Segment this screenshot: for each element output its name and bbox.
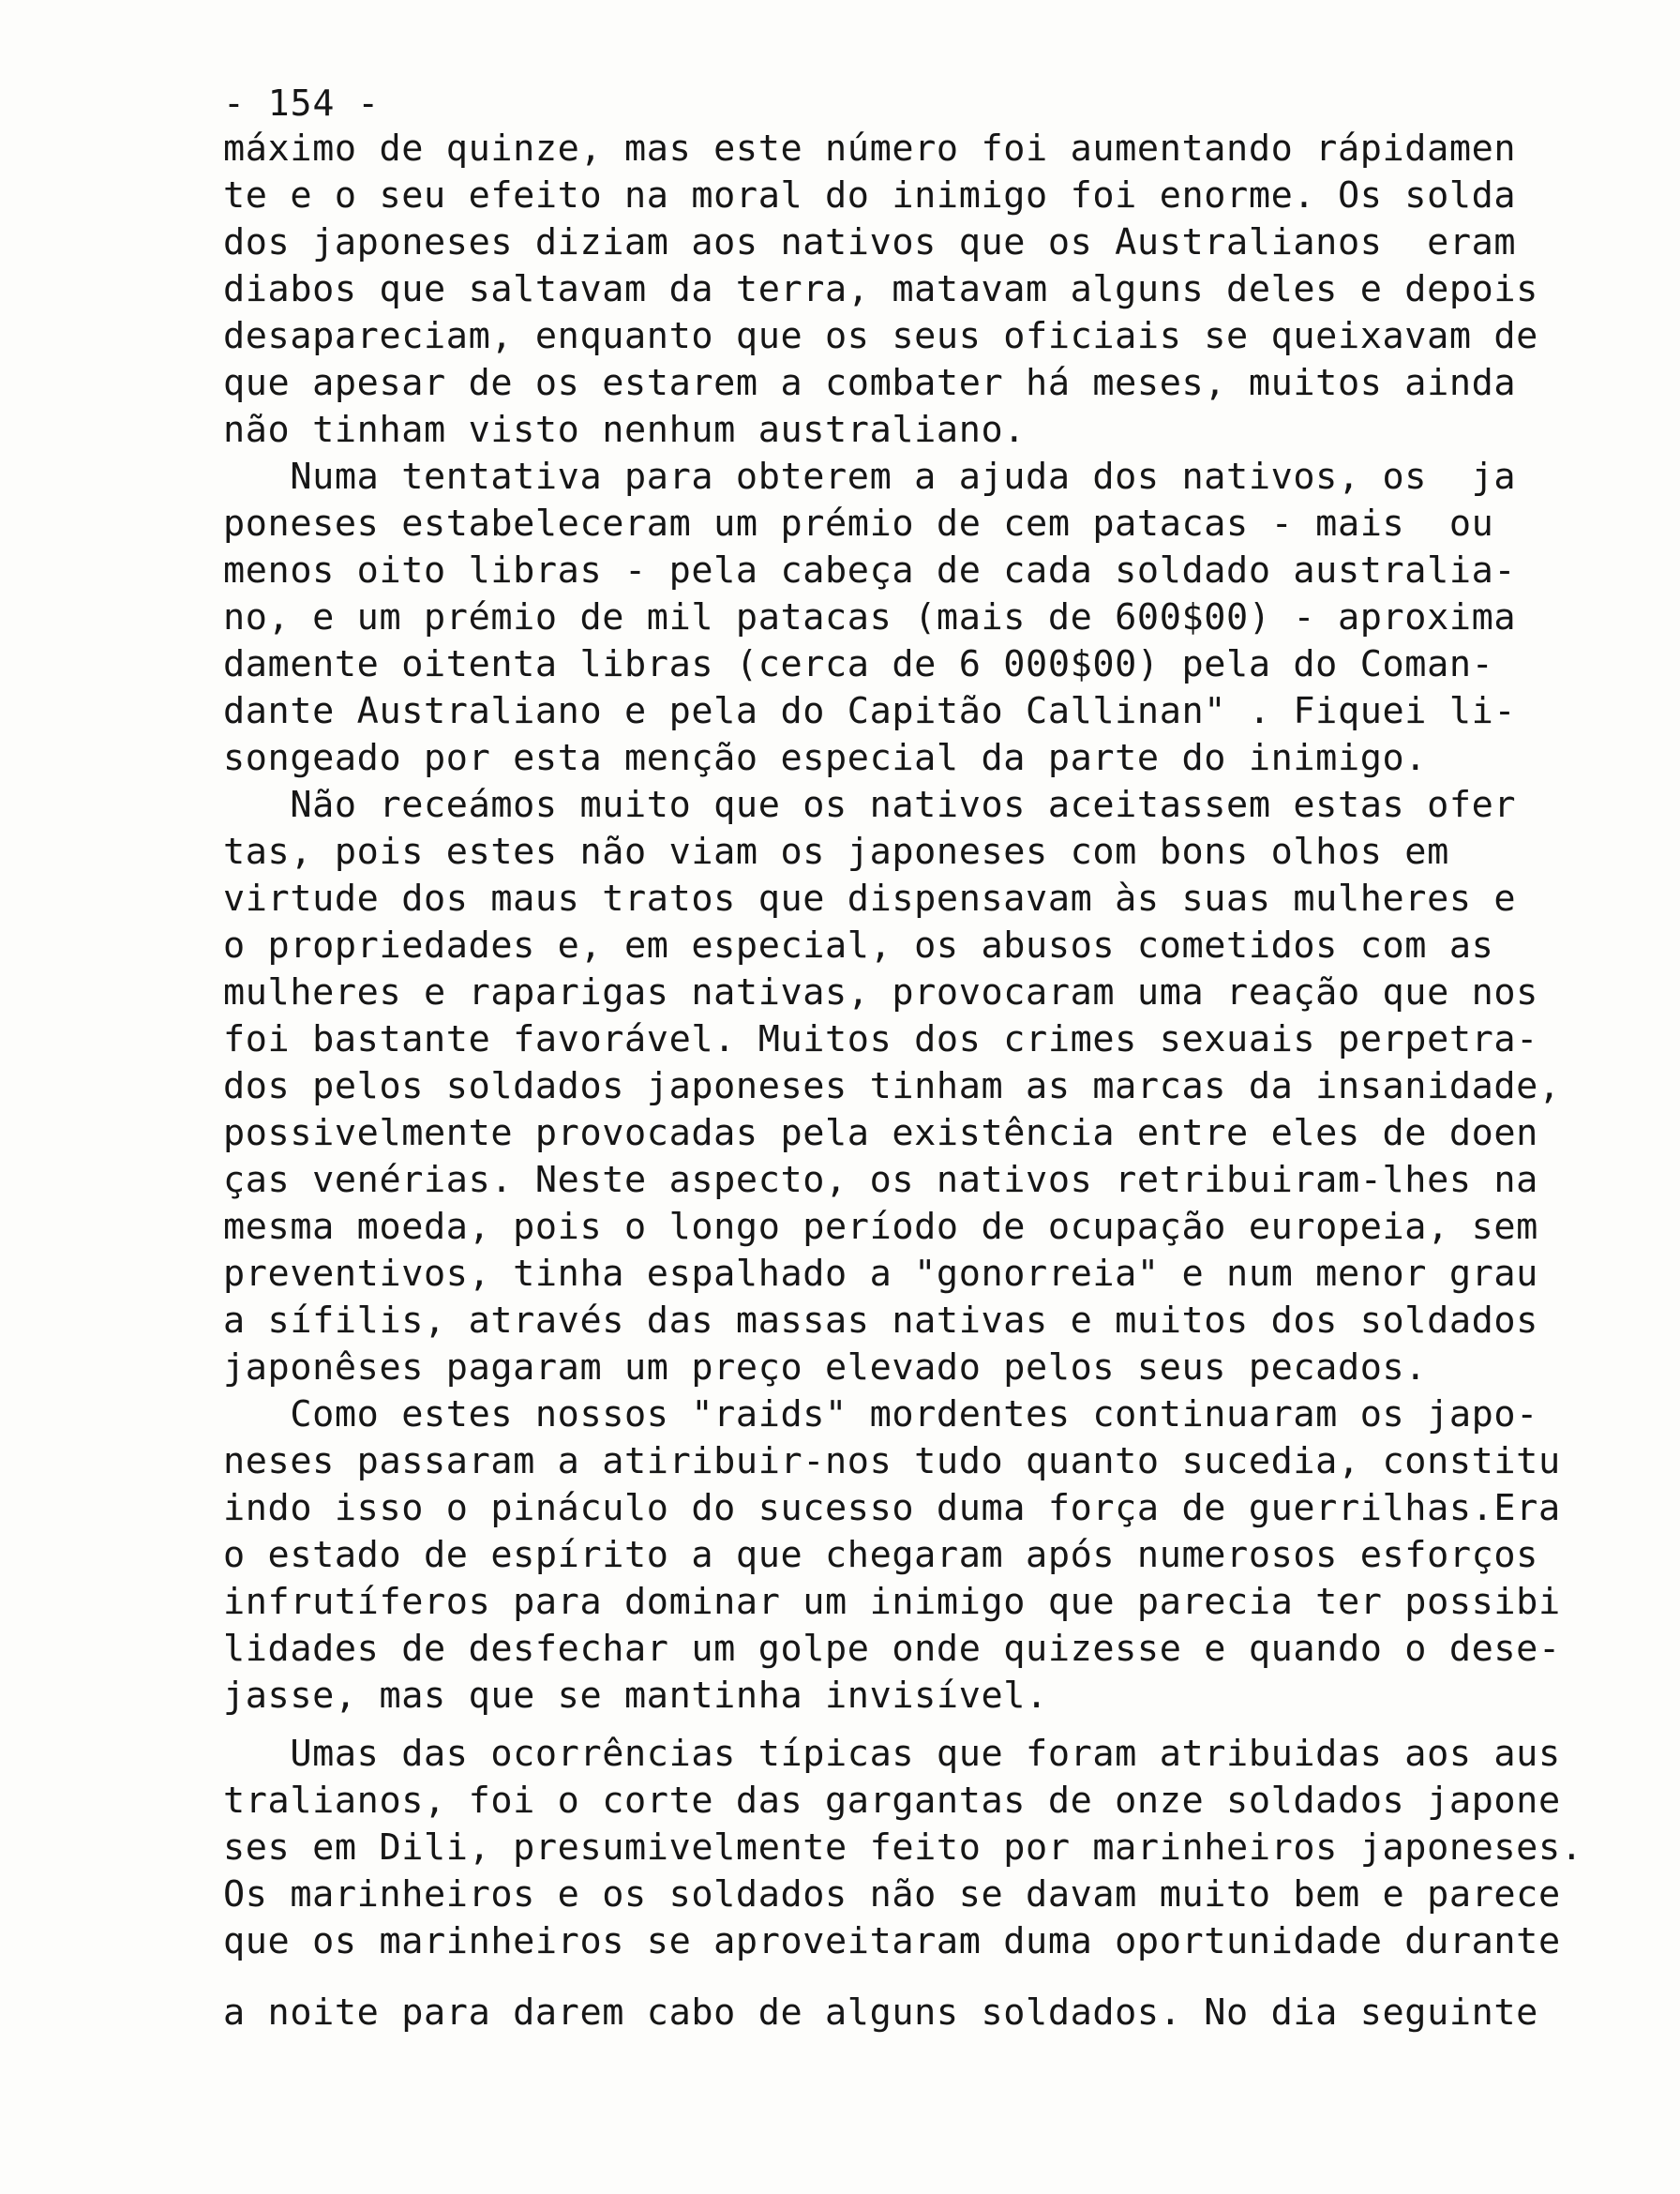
text-line: dos japoneses diziam aos nativos que os Australianos eram	[223, 221, 1517, 263]
text-line: preventivos, tinha espalhado a "gonorreia" e num menor grau	[223, 1253, 1538, 1295]
text-line: foi bastante favorável. Muitos dos crimes sexuais perpetra-	[223, 1018, 1538, 1060]
text-line: songeado por esta menção especial da parte do inimigo.	[223, 737, 1428, 779]
text-line: tas, pois estes não viam os japoneses com bons olhos em	[223, 831, 1449, 873]
text-line: ças venérias. Neste aspecto, os nativos retribuiram-lhes na	[223, 1159, 1538, 1201]
text-line: indo isso o pináculo do sucesso duma força de guerrilhas.Era	[223, 1487, 1561, 1529]
text-line: possivelmente provocadas pela existência entre eles de doen	[223, 1112, 1538, 1154]
text-line: Umas das ocorrências típicas que foram atribuidas aos aus	[223, 1733, 1561, 1775]
text-line: dante Australiano e pela do Capitão Callinan" . Fiquei li-	[223, 690, 1517, 732]
text-line: virtude dos maus tratos que dispensavam às suas mulheres e	[223, 878, 1517, 920]
text-line: infrutíferos para dominar um inimigo que parecia ter possibi	[223, 1581, 1561, 1623]
text-line: Numa tentativa para obterem a ajuda dos nativos, os ja	[223, 456, 1517, 498]
text-line: poneses estabeleceram um prémio de cem patacas - mais ou	[223, 503, 1494, 545]
text-line: que apesar de os estarem a combater há meses, muitos ainda	[223, 362, 1517, 404]
text-line: não tinham visto nenhum australiano.	[223, 409, 1027, 451]
text-line: diabos que saltavam da terra, matavam alguns deles e depois	[223, 268, 1538, 310]
text-line: menos oito libras - pela cabeça de cada soldado australia-	[223, 549, 1517, 592]
text-line: o estado de espírito a que chegaram após numerosos esforços	[223, 1534, 1538, 1576]
text-line: Como estes nossos "raids" mordentes continuaram os japo-	[223, 1393, 1538, 1435]
text-line: jasse, mas que se mantinha invisível.	[223, 1675, 1048, 1717]
text-line: tralianos, foi o corte das gargantas de onze soldados japone	[223, 1780, 1561, 1822]
text-line: a sífilis, através das massas nativas e muitos dos soldados	[223, 1300, 1538, 1342]
text-line: que os marinheiros se aproveitaram duma oportunidade durante	[223, 1920, 1561, 1962]
text-line: japonêses pagaram um preço elevado pelos seus pecados.	[223, 1346, 1428, 1389]
body-text	[223, 126, 1620, 2036]
text-line: te e o seu efeito na moral do inimigo foi enorme. Os solda	[223, 174, 1517, 217]
text-line: damente oitenta libras (cerca de 6 000$00) pela do Coman-	[223, 643, 1494, 685]
text-line: no, e um prémio de mil patacas (mais de 600$00) - aproxima	[223, 596, 1517, 639]
text-line: dos pelos soldados japoneses tinham as marcas da insanidade,	[223, 1065, 1561, 1107]
text-line: mulheres e raparigas nativas, provocaram uma reação que nos	[223, 971, 1538, 1014]
text-line: mesma moeda, pois o longo período de ocupação europeia, sem	[223, 1206, 1538, 1248]
text-line: a noite para darem cabo de alguns soldados. No dia seguinte	[223, 1991, 1538, 2034]
text-line: máximo de quinze, mas este número foi aumentando rápidamen	[223, 128, 1517, 170]
text-line: neses passaram a atiribuir-nos tudo quanto sucedia, constitu	[223, 1440, 1561, 1482]
text-line: ses em Dili, presumivelmente feito por marinheiros japoneses.	[223, 1826, 1583, 1869]
text-line: Os marinheiros e os soldados não se davam muito bem e parece	[223, 1873, 1561, 1916]
text-line: lidades de desfechar um golpe onde quizesse e quando o dese-	[223, 1628, 1561, 1670]
text-line: o propriedades e, em especial, os abusos cometidos com as	[223, 924, 1494, 967]
page-number: - 154 -	[223, 83, 381, 124]
text-line: Não receámos muito que os nativos aceitassem estas ofer	[223, 784, 1517, 826]
text-line: desapareciam, enquanto que os seus oficiais se queixavam de	[223, 315, 1538, 357]
